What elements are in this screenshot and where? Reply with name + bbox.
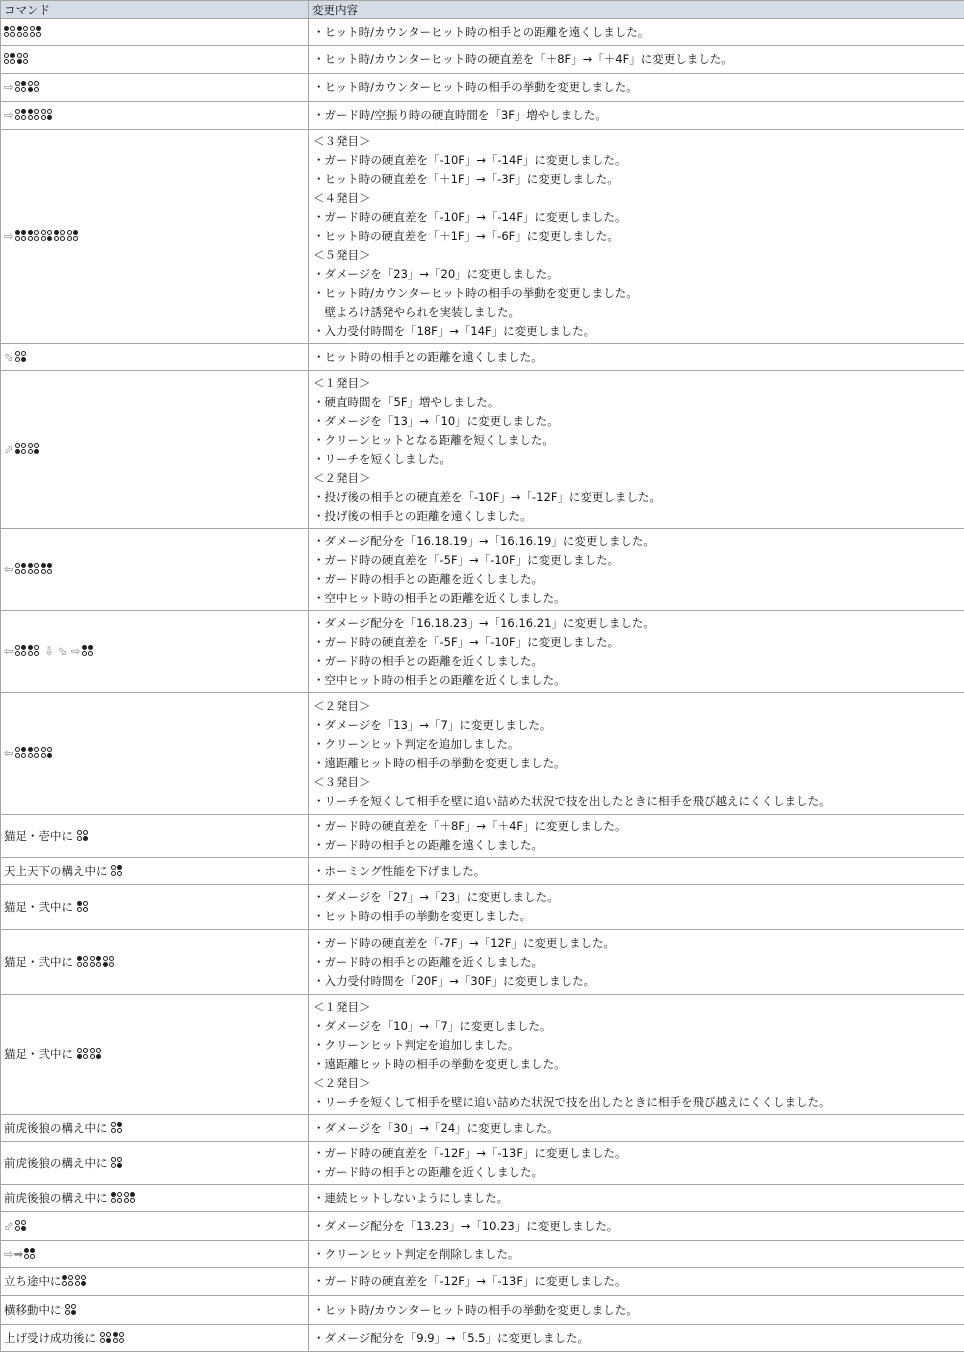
- command-cell: [1, 1185, 309, 1212]
- changes-cell: [309, 371, 964, 529]
- change-line: ・ヒット時/カウンターヒット時の相手との距離を遠くしました。: [313, 24, 650, 39]
- command-cell: [1, 1241, 309, 1268]
- change-line: ・ヒット時の相手との距離を遠くしました。: [313, 349, 543, 364]
- button-rk-icon: [15, 1220, 27, 1232]
- change-line: ・遠距離ヒット時の相手の挙動を変更しました。: [313, 755, 566, 770]
- changes-cell: [309, 1296, 964, 1325]
- changes-cell: [309, 1268, 964, 1296]
- button-rk-icon: [77, 830, 89, 842]
- change-line: ＜２発目＞: [313, 1075, 371, 1090]
- button-rk-icon: [75, 1275, 87, 1287]
- button-rk-icon: [41, 747, 53, 759]
- button-rp-icon: [124, 1192, 136, 1204]
- change-line: ・ダメージを「30」→「24」に変更しました。: [313, 1120, 559, 1135]
- table-row: [1, 1185, 964, 1212]
- command-text: 前虎後狼の構え中に: [4, 1155, 112, 1170]
- change-line: ・ガード時/空振り時の硬直時間を「3F」増やしました。: [313, 108, 607, 122]
- command-cell: [1, 371, 309, 529]
- changes-cell: [309, 858, 964, 885]
- command-text: 立ち途中に: [4, 1274, 62, 1288]
- button-lk-icon: [103, 956, 115, 968]
- button-rk-icon: [65, 1304, 77, 1316]
- changes-cell: [309, 529, 964, 611]
- column-header-changes: 変更内容: [309, 1, 964, 19]
- table-row: [1, 693, 964, 815]
- button-rp-icon: [15, 645, 27, 657]
- change-line: ・ヒット時/カウンターヒット時の硬直差を「＋8F」→「＋4F」に変更しました。: [313, 52, 733, 66]
- change-line: ・ガード時の相手との距離を近くしました。: [313, 954, 543, 969]
- change-line: ＜２発目＞: [313, 698, 371, 713]
- change-line: ・ダメージ配分を「16.18.23」→「16.16.21」に変更しました。: [313, 615, 655, 630]
- table-row: [1, 1296, 964, 1325]
- command-text: 猫足・弐中に: [4, 899, 77, 914]
- change-line: ・クリーンヒット判定を削除しました。: [313, 1246, 520, 1261]
- button-rp-icon: [111, 865, 123, 877]
- command-text: 横移動中に: [4, 1302, 66, 1317]
- change-line: ・ホーミング性能を下げました。: [313, 863, 486, 878]
- change-line: ・ダメージ配分を「16.18.19」→「16.16.19」に変更しました。: [313, 533, 655, 548]
- direction-arrow-icon: ⇨: [4, 108, 14, 122]
- command-text: 前虎後狼の構え中に: [4, 1120, 112, 1135]
- change-line: ・投げ後の相手との距離を遠くしました。: [313, 508, 532, 523]
- button-lp-icon: [62, 1275, 74, 1287]
- button-lp-icon: [113, 1332, 125, 1344]
- command-cell: [1, 930, 309, 995]
- table-row: [1, 46, 964, 74]
- button-rk-icon: [15, 351, 27, 363]
- change-line: ＜１発目＞: [313, 999, 371, 1014]
- change-line: ・遠距離ヒット時の相手の挙動を変更しました。: [313, 1056, 566, 1071]
- change-line: ・連続ヒットしないようにしました。: [313, 1190, 509, 1205]
- button-lp-icon: [111, 1192, 123, 1204]
- change-line: ・ダメージを「13」→「7」に変更しました。: [313, 717, 552, 732]
- change-line: ・ダメージを「27」→「23」に変更しました。: [313, 890, 559, 904]
- table-row: [1, 1325, 964, 1352]
- changes-cell: [309, 130, 964, 344]
- direction-arrow-icon: ⇨: [4, 229, 14, 243]
- button-lp-icon: [77, 956, 89, 968]
- changes-cell: [309, 344, 964, 371]
- command-cell: [1, 1212, 309, 1241]
- button-lp-icon: [28, 645, 40, 657]
- change-line: ・入力受付時間を「20F」→「30F」に変更しました。: [313, 973, 596, 988]
- direction-arrow-icon: ⇦: [4, 562, 14, 576]
- changes-cell: [309, 74, 964, 102]
- change-line: ・ガード時の相手との距離を遠くしました。: [313, 838, 543, 852]
- button-lp-icon: [28, 109, 40, 121]
- button-rp-icon: [15, 563, 27, 575]
- button-lp-icon: [77, 901, 89, 913]
- direction-arrow-icon: ⬃: [4, 1218, 14, 1233]
- table-row: [1, 1142, 964, 1185]
- change-line: ・空中ヒット時の相手との距離を近くしました。: [313, 672, 566, 687]
- command-cell: [1, 1296, 309, 1325]
- column-header-command: コマンド: [1, 1, 309, 19]
- direction-arrow-icon: ⬂: [4, 349, 14, 364]
- direction-arrow-icon: ⇨➡: [4, 1246, 24, 1261]
- command-text: 猫足・弐中に: [4, 954, 77, 969]
- command-cell: [1, 815, 309, 858]
- change-line: ・ガード時の硬直差を「-7F」→「12F」に変更しました。: [313, 935, 615, 950]
- table-row: [1, 130, 964, 344]
- change-line: ・ガード時の硬直差を「-10F」→「-14F」に変更しました。: [313, 153, 627, 167]
- button-lk-icon: [28, 81, 40, 93]
- changes-cell: [309, 19, 964, 46]
- command-cell: [1, 1115, 309, 1142]
- changes-cell: [309, 815, 964, 858]
- button-lp-icon: [17, 26, 29, 38]
- change-line: ・ヒット時の硬直差を「＋1F」→「-3F」に変更しました。: [313, 172, 619, 186]
- command-text: 猫足・弐中に: [4, 1047, 77, 1061]
- command-text: 天上天下の構え中に: [4, 863, 112, 878]
- button-lp-icon: [4, 26, 16, 38]
- change-line: ・ガード時の硬直差を「-5F」→「-10F」に変更しました。: [313, 552, 620, 567]
- command-cell: [1, 130, 309, 344]
- button-lp-icon: [28, 747, 40, 759]
- change-line: ＜１発目＞: [313, 375, 371, 390]
- changes-cell: [309, 995, 964, 1115]
- change-line: ・硬直時間を「5F」増やしました。: [313, 394, 500, 409]
- button-rk-icon: [90, 1048, 102, 1060]
- change-line: ＜３発目＞: [313, 774, 371, 789]
- change-line: ＜５発目＞: [313, 248, 371, 262]
- command-cell: [1, 1325, 309, 1352]
- direction-arrow-icon: ⬀: [4, 442, 14, 456]
- change-line: ・リーチを短くして相手を壁に追い詰めた状況で技を出したときに相手を飛び越えにくくしました。: [313, 1094, 831, 1109]
- button-rk-icon: [41, 230, 53, 242]
- command-cell: [1, 102, 309, 130]
- direction-arrow-icon: ⇨: [4, 80, 14, 94]
- command-cell: [1, 858, 309, 885]
- table-row: [1, 102, 964, 130]
- table-row: [1, 19, 964, 46]
- command-cell: [1, 344, 309, 371]
- table-row: [1, 930, 964, 995]
- changes-cell: [309, 1212, 964, 1241]
- changes-cell: [309, 1185, 964, 1212]
- table-row: [1, 1268, 964, 1296]
- button-rk-icon: [111, 1157, 123, 1169]
- change-line: ・ガード時の硬直差を「-12F」→「-13F」に変更しました。: [313, 1146, 627, 1160]
- changes-cell: [309, 102, 964, 130]
- change-line: ・リーチを短くしました。: [313, 451, 451, 466]
- table-row: [1, 611, 964, 693]
- table-row: [1, 529, 964, 611]
- button-rk-icon: [28, 443, 40, 455]
- change-line: ・ヒット時/カウンターヒット時の相手の挙動を変更しました。: [313, 80, 638, 94]
- change-line: ・ダメージを「10」→「7」に変更しました。: [313, 1018, 552, 1033]
- changes-cell: [309, 693, 964, 815]
- button-lp-icon: [28, 563, 40, 575]
- command-text: 猫足・壱中に: [4, 828, 77, 843]
- table-body: [1, 19, 964, 1352]
- change-line: ・ガード時の硬直差を「＋8F」→「＋4F」に変更しました。: [313, 819, 627, 833]
- table-row: [1, 1115, 964, 1142]
- changes-cell: [309, 611, 964, 693]
- button-lprp-icon: [24, 1248, 36, 1260]
- change-line: ・ガード時の硬直差を「-12F」→「-13F」に変更しました。: [313, 1274, 627, 1288]
- button-lprp-icon: [15, 230, 27, 242]
- button-rp-icon: [15, 109, 27, 121]
- change-line: ・ガード時の硬直差を「-5F」→「-10F」に変更しました。: [313, 634, 620, 649]
- table-row: [1, 74, 964, 102]
- changes-cell: [309, 46, 964, 74]
- change-line: ・クリーンヒット判定を追加しました。: [313, 1037, 520, 1052]
- direction-arrow-icon: ⇦: [4, 644, 14, 658]
- command-cell: [1, 885, 309, 930]
- change-line: 壁よろけ誘発やられを実装しました。: [313, 305, 520, 319]
- button-lk-icon: [77, 1048, 89, 1060]
- button-rk-icon: [100, 1332, 112, 1344]
- changes-cell: [309, 885, 964, 930]
- change-line: ・ヒット時の硬直差を「＋1F」→「-6F」に変更しました。: [313, 229, 619, 243]
- changes-cell: [309, 1325, 964, 1352]
- button-rp-icon: [15, 81, 27, 93]
- command-cell: [1, 1142, 309, 1185]
- command-text: 前虎後狼の構え中に: [4, 1190, 112, 1205]
- button-lp-icon: [28, 230, 40, 242]
- table-row: [1, 885, 964, 930]
- button-lk-icon: [15, 443, 27, 455]
- command-cell: [1, 46, 309, 74]
- command-cell: [1, 529, 309, 611]
- table-row: [1, 1241, 964, 1268]
- command-cell: [1, 1268, 309, 1296]
- change-line: ・ダメージ配分を「9.9」→「5.5」に変更しました。: [313, 1330, 589, 1345]
- change-line: ・クリーンヒット判定を追加しました。: [313, 736, 520, 751]
- button-rp-icon: [4, 53, 16, 65]
- change-line: ・ヒット時/カウンターヒット時の相手の挙動を変更しました。: [313, 1302, 638, 1317]
- change-line: ＜４発目＞: [313, 191, 371, 205]
- table-row: [1, 995, 964, 1115]
- change-line: ・ダメージを「23」→「20」に変更しました。: [313, 267, 559, 281]
- change-line: ・リーチを短くして相手を壁に追い詰めた状況で技を出したときに相手を飛び越えにくくしました。: [313, 793, 831, 808]
- change-line: ・ガード時の相手との距離を近くしました。: [313, 653, 543, 668]
- change-line: ・ヒット時/カウンターヒット時の相手の挙動を変更しました。: [313, 286, 638, 300]
- button-rp-icon: [90, 956, 102, 968]
- table-row: [1, 371, 964, 529]
- change-line: ・空中ヒット時の相手との距離を近くしました。: [313, 590, 566, 605]
- table-row: [1, 815, 964, 858]
- command-text: 上げ受け成功後に: [4, 1330, 100, 1345]
- command-cell: [1, 74, 309, 102]
- table-row: [1, 858, 964, 885]
- button-lprp-icon: [41, 563, 53, 575]
- change-line: ・ダメージ配分を「13.23」→「10.23」に変更しました。: [313, 1218, 619, 1233]
- table-header-row: [1, 1, 964, 19]
- change-line: ・ガード時の硬直差を「-10F」→「-14F」に変更しました。: [313, 210, 627, 224]
- change-line: ・ヒット時の相手の挙動を変更しました。: [313, 909, 532, 923]
- command-cell: [1, 19, 309, 46]
- button-rp-icon: [30, 26, 42, 38]
- change-line: ・入力受付時間を「18F」→「14F」に変更しました。: [313, 324, 596, 338]
- command-cell: [1, 995, 309, 1115]
- button-lprp-icon: [82, 645, 94, 657]
- command-cell: [1, 693, 309, 815]
- direction-arrow-icon: ⇦: [4, 746, 14, 760]
- change-line: ・ダメージを「13」→「10」に変更しました。: [313, 413, 559, 428]
- changes-cell: [309, 1115, 964, 1142]
- direction-arrow-icon: ⇩ ⬂ ⇨: [40, 644, 81, 658]
- table-row: [1, 1212, 964, 1241]
- button-rk-icon: [41, 109, 53, 121]
- button-rp-icon: [67, 230, 79, 242]
- button-lp-icon: [54, 230, 66, 242]
- changes-cell: [309, 930, 964, 995]
- change-line: ・投げ後の相手との硬直差を「-10F」→「-12F」に変更しました。: [313, 489, 661, 504]
- change-line: ＜３発目＞: [313, 134, 371, 148]
- change-line: ・ガード時の相手との距離を近くしました。: [313, 571, 543, 586]
- change-line: ・クリーンヒットとなる距離を短くしました。: [313, 432, 554, 447]
- button-lk-icon: [17, 53, 29, 65]
- change-line: ・ガード時の相手との距離を近くしました。: [313, 1165, 543, 1179]
- button-rp-icon: [111, 1122, 123, 1134]
- button-rp-icon: [15, 747, 27, 759]
- changes-cell: [309, 1241, 964, 1268]
- command-cell: [1, 611, 309, 693]
- change-line: ＜２発目＞: [313, 470, 371, 485]
- changes-cell: [309, 1142, 964, 1185]
- table-row: [1, 344, 964, 371]
